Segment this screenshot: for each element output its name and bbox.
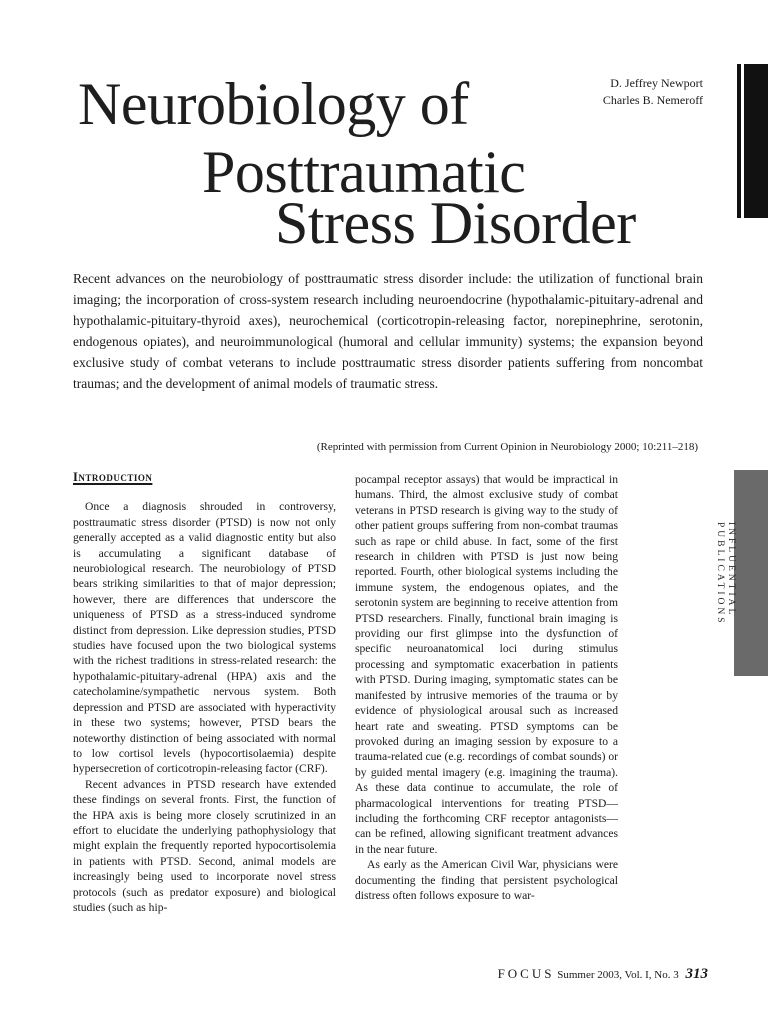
title-line-3: Stress Disorder	[275, 190, 636, 256]
reprint-note: (Reprinted with permission from Current Opinion in Neurobiology 2000; 10:211–218)	[316, 441, 698, 453]
decorative-edge-bar	[737, 64, 768, 218]
title-line-1: Neurobiology of	[78, 71, 469, 137]
page-footer	[498, 966, 708, 983]
text-column-left	[73, 470, 336, 915]
journal-name: FOCUS	[497, 966, 555, 981]
title-line-2: Posttraumatic	[202, 139, 526, 205]
side-tab-label: INFLUENTIAL PUBLICATIONS	[715, 522, 736, 626]
body-paragraph: Recent advances in PTSD research have extended these findings on several fronts. First, the function of the HPA axis is being more closely scrutinized in an effort to elucidate the underlying pathophysiology that might explain the frequently reported hypocortisolemia in patients with PTSD. Second, animal models are increasingly being used to incorporate novel stress protocols (such as predator exposure) and biological studies (such as hip-	[73, 777, 336, 914]
section-side-tab-label-area	[706, 470, 768, 676]
text-column-right	[355, 472, 618, 903]
body-paragraph: As early as the American Civil War, physicians were documenting the finding that persistent psychological distress often follows exposure to war-	[355, 858, 618, 902]
abstract: Recent advances on the neurobiology of posttraumatic stress disorder include: the utilization of functional brain imaging; the incorporation of cross-system research including neuroendocrine (hypothalamic-pituitary-adrenal and hypothalamic-pituitary-thyroid axes), neurochemical (corticotropin-releasing factor, norepinephrine, serotonin, endogenous opiates), and neuroimmunological (humoral and cellular immunity) systems; the expansion beyond exclusive study of combat veterans to include posttraumatic stress disorder patients suffering from noncombat traumas; and the development of animal models of traumatic stress.	[73, 271, 703, 391]
section-heading: Introduction	[73, 470, 153, 484]
author-name: Charles B. Nemeroff	[602, 93, 703, 107]
edge-bar-thin	[737, 64, 741, 218]
issue-info: Summer 2003, Vol. I, No. 3	[557, 969, 679, 981]
author-name: D. Jeffrey Newport	[610, 76, 703, 90]
page-number: 313	[685, 966, 708, 982]
author-list	[560, 75, 703, 109]
edge-bar-thick	[744, 64, 768, 218]
body-paragraph: Once a diagnosis shrouded in controversy, posttraumatic stress disorder (PTSD) is now not only generally accepted as a valid diagnostic entity but also is accumulating a significant database of neurobiological research. The neurobiology of PTSD bears striking similarities to that of major depression; however, there are differences that underscore the uniqueness of PTSD as a stress-induced syndrome distinct from depression. Like depression studies, PTSD studies have focused upon the two biological systems with the richest traditions in stress-related research: the hypothalamic-pituitary-adrenal (HPA) axis and the catecholamine/sympathetic nervous system. Both depression and PTSD are associated with hyperactivity in these two systems; however, PTSD bears the noteworthy distinction of being associated with normal to low cortisol levels (hypocortisolaemia) despite hypersecretion of corticotropin-releasing factor (CRF).	[73, 500, 336, 776]
body-paragraph: pocampal receptor assays) that would be impractical in humans. Third, the almost exclusive study of combat veterans in PTSD research is giving way to the study of other patient groups suffering from non-combat traumas such as rape or child abuse. In fact, some of the first research in children with PTSD is just now being reported. Fourth, other biological systems including the immune system, the endogenous opiates, and the serotonin system are beginning to receive attention from PTSD researchers. Finally, functional brain imaging is providing our first glimpse into the dysfunction of specific neuroanatomical loci during stimulus processing and symptomatic exacerbation in patients with PTSD. During imaging, symptomatic states can be manifested by intrusive memories of the trauma or by evidence of physiological arousal such as increased heart rate and sweating. PTSD symptoms can be provoked during an imaging session by exposure to a trauma-related cue (e.g. recordings of combat sounds) or by guided mental imagery (e.g. imagining the trauma). As these data continue to accumulate, the role of pharmacological interventions for treating PTSD—including the forthcoming CRF receptor antagonists—can be refined, allowing significant treatment advances in the near future.	[355, 473, 619, 856]
